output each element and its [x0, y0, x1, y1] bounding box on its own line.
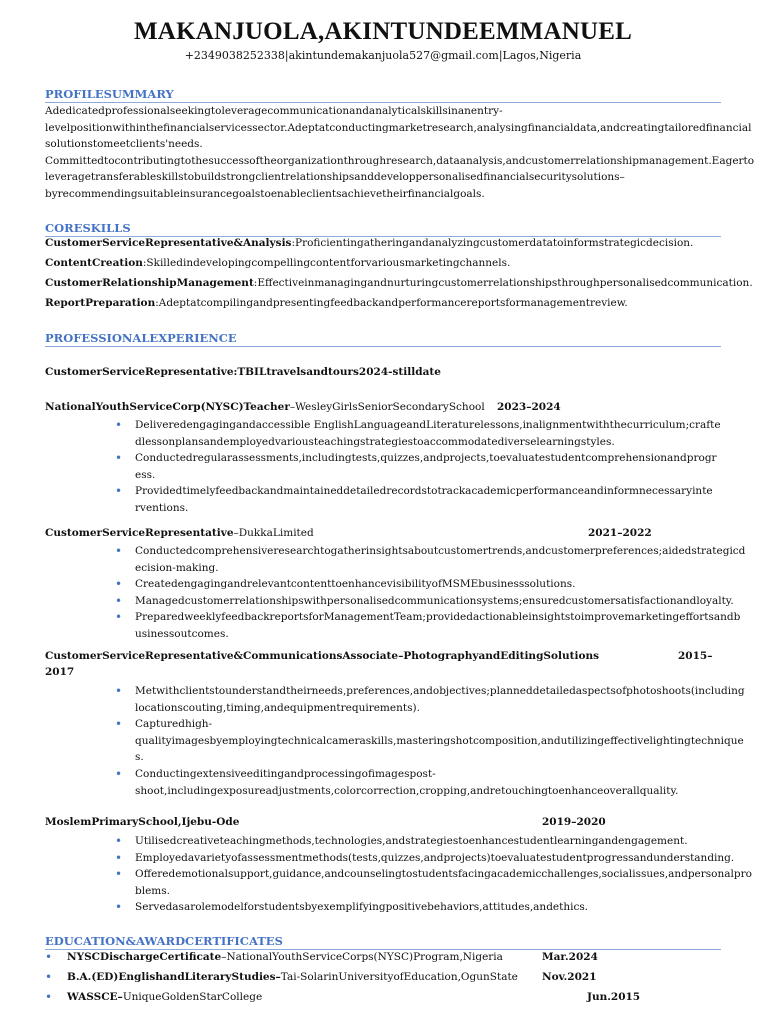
bullet-line: • Employedavarietyofassessmentmethods(tests,quizzes,andprojects)toevaluatestudentprogressandunderstanding. — [135, 850, 725, 867]
bullet-icon: • — [45, 970, 53, 984]
skill-desc: :Proficientingatheringandanalyzingcustomerdatatoinformstrategicdecision. — [291, 237, 694, 249]
skill-item — [45, 297, 721, 309]
bullet-line: • Servedasarolemodelforstudentsbyexemplifyingpositivebehaviors,attitudes,andethics. — [135, 899, 725, 916]
bullet-line: • Managedcustomerrelationshipswithpersonalisedcommunicationsystems;ensuredcustomersatisfactionandloyalty. — [135, 593, 725, 610]
bullet-line: • Deliveredengagingandaccessible EnglishLanguageandLiteraturelessons,inalignmentwiththecurriculum;crafte — [135, 417, 725, 434]
job-bullets — [135, 543, 746, 643]
education-name: NYSCDischargeCertificate — [67, 951, 222, 963]
candidate-name: MAKANJUOLA,AKINTUNDEEMMANUEL — [134, 18, 632, 45]
skill-name: ContentCreation — [45, 257, 143, 269]
core-skills-heading: CORESKILLS — [45, 221, 721, 237]
bullet-line: s. — [135, 751, 144, 764]
job-role: NationalYouthServiceCorp(NYSC)Teacher — [45, 401, 290, 413]
profile-line: levelpositionwithinthefinancialservicessector.Adeptatconductingmarketresearch,analysingfinancialdata,andcreatingtailoredfinancial — [45, 121, 752, 134]
skill-name: CustomerRelationshipManagement — [45, 277, 254, 289]
skill-item — [45, 237, 721, 249]
education-heading: EDUCATION&AWARDCERTIFICATES — [45, 934, 721, 950]
bullet-line: ecision-making. — [135, 561, 219, 574]
education-date: Mar.2024 — [542, 951, 598, 963]
job-bullets — [135, 417, 725, 517]
bullet-line: • Utilisedcreativeteachingmethods,technologies,andstrategiestoenhancestudentlearningandengagement. — [135, 833, 725, 850]
bullet-line: • Metwithclientstounderstandtheirneeds,preferences,andobjectives;planneddetailedaspectsofphotoshoots(including — [135, 683, 725, 700]
bullet-line: • CreatedengagingandrelevantcontenttoenhancevisibilityofMSMEbusinesssolutions. — [135, 576, 725, 593]
profile-summary-heading: PROFILESUMMARY — [45, 87, 721, 103]
bullet-line: • Conductingextensiveeditingandprocessingofimagespost- — [135, 766, 725, 783]
bullet-line: • Capturedhigh- — [135, 716, 725, 733]
education-date: Jun.2015 — [587, 991, 641, 1003]
skill-desc: :Skilledindevelopingcompellingcontentforvariousmarketingchannels. — [142, 257, 511, 269]
education-name: WASSCE– — [67, 991, 123, 1003]
job-date: 2021–2022 — [588, 527, 652, 539]
education-date: Nov.2021 — [542, 971, 597, 983]
job-bullets — [135, 833, 752, 916]
profile-line: Committedtocontributingtothesuccessoftheorganizationthroughresearch,dataanalysis,andcustomerrelationshipmanagement.Eagerto — [45, 154, 755, 167]
education-org: –NationalYouthServiceCorps(NYSC)Program,Nigeria — [221, 951, 503, 963]
job-date: 2023–2024 — [497, 401, 561, 413]
skill-item — [45, 257, 721, 269]
bullet-line: locationscouting,timing,andequipmentrequirements). — [135, 701, 420, 714]
job-title-nysc — [45, 401, 721, 413]
bullet-icon: • — [45, 950, 53, 964]
education-org: Tai-SolarinUniversityofEducation,OgunState — [280, 971, 518, 983]
contact-line: +2349038252338|akintundemakanjuola527@gmail.com|Lagos,Nigeria — [184, 49, 582, 62]
skill-desc: :Adeptatcompilingandpresentingfeedbackandperformancereportsformanagementreview. — [155, 297, 628, 309]
bullet-line: qualityimagesbyemployingtechnicalcameraskills,masteringshotcomposition,andutilizingeffectivelightingtechnique — [135, 734, 744, 747]
skill-name: CustomerServiceRepresentative&Analysis — [45, 237, 292, 249]
bullet-line: • PreparedweeklyfeedbackreportsforManagementTeam;providedactionableinsightstoimprovemarketingeffortsandb — [135, 609, 725, 626]
experience-heading: PROFESSIONALEXPERIENCE — [45, 331, 721, 347]
job-date: 2019–2020 — [542, 816, 606, 828]
bullet-line: rventions. — [135, 501, 189, 514]
bullet-line: usinessoutcomes. — [135, 627, 229, 640]
profile-line: solutionstomeetclients'needs. — [45, 138, 203, 150]
profile-line: leveragetransferableskillstobuildstrongclientrelationshipsanddeveloppersonalisedfinancialsecuritysolutions– — [45, 171, 625, 183]
bullet-line: • Conductedcomprehensiveresearchtogatherinsightsaboutcustomertrends,andcustomerpreferences;aidedstrategicd — [135, 543, 725, 560]
bullet-icon: • — [45, 990, 53, 1004]
skill-desc: :Effectiveinmanagingandnurturingcustomerrelationshipsthroughpersonalisedcommunication. — [253, 277, 753, 289]
profile-line: Adedicatedprofessionalseekingtoleveragecommunicationandanalyticalskillsinanentry- — [45, 105, 503, 117]
bullet-line: • Offeredemotionalsupport,guidance,andcounselingtostudentsfacingacademicchallenges,socialissues,andpersonalpro — [135, 866, 725, 883]
current-position: CustomerServiceRepresentative:TBILtravelsandtours2024-stilldate — [45, 366, 441, 378]
education-name: B.A.(ED)EnglishandLiteraryStudies– — [67, 971, 281, 983]
bullet-line: • Conductedregularassessments,includingtests,quizzes,andprojects,toevaluatestudentcomprehensionandprogr — [135, 450, 725, 467]
skill-item — [45, 277, 753, 289]
bullet-line: ess. — [135, 468, 156, 481]
job-title-moslem-school: MoslemPrimarySchool,Ijebu-Ode — [45, 816, 240, 828]
profile-line: byrecommendingsuitableinsurancegoalstoenableclientsachievetheirfinancialgoals. — [45, 187, 485, 200]
profile-summary-text — [45, 103, 755, 202]
job-date-end: 2017 — [45, 666, 75, 678]
job-title-photography: CustomerServiceRepresentative&CommunicationsAssociate–PhotographyandEditingSolutions — [45, 650, 600, 662]
job-org: –WesleyGirlsSeniorSecondarySchool — [289, 401, 485, 413]
job-date-start: 2015– — [678, 650, 713, 662]
bullet-line: • Providedtimelyfeedbackandmaintaineddetailedrecordstotrackacademicperformanceandinformnecessaryinte — [135, 483, 725, 500]
job-role: CustomerServiceRepresentative — [45, 527, 234, 539]
bullet-line: dlessonplansandemployedvariousteachingstrategiestoaccommodatediverselearningstyles. — [135, 435, 615, 448]
bullet-line: shoot,includingexposureadjustments,colorcorrection,cropping,andretouchingtoenhanceoverallquality. — [135, 784, 679, 797]
job-org: –DukkaLimited — [233, 527, 314, 539]
skill-name: ReportPreparation — [45, 297, 156, 309]
job-bullets — [135, 683, 745, 799]
education-org: UniqueGoldenStarCollege — [122, 991, 263, 1003]
bullet-line: blems. — [135, 884, 170, 897]
